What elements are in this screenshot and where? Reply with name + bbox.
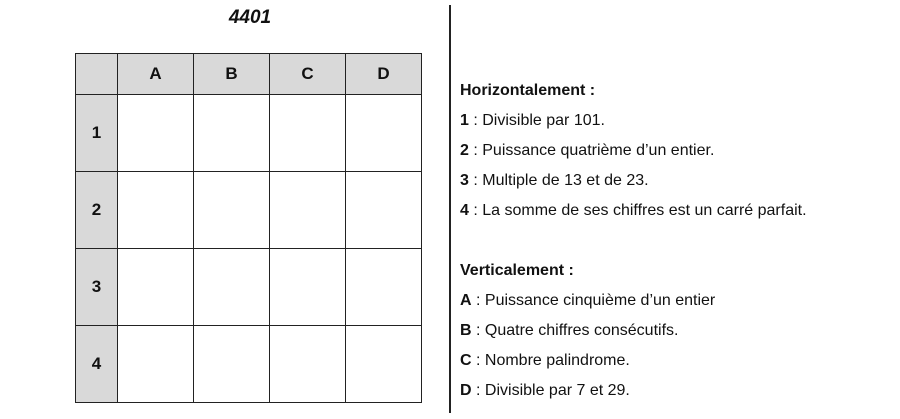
horizontal-clue-2 bbox=[460, 136, 807, 166]
grid-cell-2d[interactable] bbox=[346, 172, 422, 249]
clue-key: 1 bbox=[460, 112, 469, 129]
clue-key: 3 bbox=[460, 172, 469, 189]
row-header-1: 1 bbox=[76, 95, 118, 172]
vertical-clue-a bbox=[460, 286, 807, 316]
grid-cell-3a[interactable] bbox=[118, 249, 194, 326]
grid-cell-1d[interactable] bbox=[346, 95, 422, 172]
grid-corner bbox=[76, 54, 118, 95]
grid-cell-1a[interactable] bbox=[118, 95, 194, 172]
clue-key: 2 bbox=[460, 142, 469, 159]
grid-cell-4c[interactable] bbox=[270, 326, 346, 403]
grid-cell-3c[interactable] bbox=[270, 249, 346, 326]
clue-key: C bbox=[460, 352, 472, 369]
clue-text: : Multiple de 13 et de 23. bbox=[468, 172, 649, 189]
vertical-clue-b bbox=[460, 316, 807, 346]
vertical-clue-d bbox=[460, 376, 807, 406]
grid-cell-4b[interactable] bbox=[194, 326, 270, 403]
horizontal-clue-4 bbox=[460, 196, 807, 226]
crossnumber-grid bbox=[75, 53, 422, 403]
column-header-c: C bbox=[270, 54, 346, 95]
horizontal-clue-3 bbox=[460, 166, 807, 196]
grid-cell-3b[interactable] bbox=[194, 249, 270, 326]
clue-text: : Puissance cinquième d’un entier bbox=[471, 292, 716, 309]
clue-text: : Divisible par 101. bbox=[468, 112, 605, 129]
horizontal-heading: Horizontalement : bbox=[460, 82, 596, 99]
clues-panel bbox=[460, 76, 807, 406]
grid-cell-1b[interactable] bbox=[194, 95, 270, 172]
puzzle-title: 4401 bbox=[228, 7, 272, 28]
vertical-divider bbox=[449, 5, 451, 413]
column-header-d: D bbox=[346, 54, 422, 95]
clue-key: 4 bbox=[460, 202, 469, 219]
vertical-heading: Verticalement : bbox=[460, 262, 574, 279]
row-header-3: 3 bbox=[76, 249, 118, 326]
grid-cell-2a[interactable] bbox=[118, 172, 194, 249]
column-header-b: B bbox=[194, 54, 270, 95]
horizontal-clue-1 bbox=[460, 106, 807, 136]
grid-cell-3d[interactable] bbox=[346, 249, 422, 326]
clue-key: B bbox=[460, 322, 472, 339]
clue-text: : Puissance quatrième d’un entier. bbox=[468, 142, 715, 159]
grid-cell-1c[interactable] bbox=[270, 95, 346, 172]
row-header-2: 2 bbox=[76, 172, 118, 249]
vertical-clue-c bbox=[460, 346, 807, 376]
clue-text: : Nombre palindrome. bbox=[471, 352, 630, 369]
clue-key: D bbox=[460, 382, 472, 399]
column-header-a: A bbox=[118, 54, 194, 95]
clue-key: A bbox=[460, 292, 472, 309]
grid-cell-2b[interactable] bbox=[194, 172, 270, 249]
grid-cell-4d[interactable] bbox=[346, 326, 422, 403]
row-header-4: 4 bbox=[76, 326, 118, 403]
clue-text: : Divisible par 7 et 29. bbox=[471, 382, 630, 399]
grid-cell-2c[interactable] bbox=[270, 172, 346, 249]
clue-text: : La somme de ses chiffres est un carré parfait. bbox=[468, 202, 807, 219]
clue-text: : Quatre chiffres consécutifs. bbox=[471, 322, 679, 339]
grid-cell-4a[interactable] bbox=[118, 326, 194, 403]
